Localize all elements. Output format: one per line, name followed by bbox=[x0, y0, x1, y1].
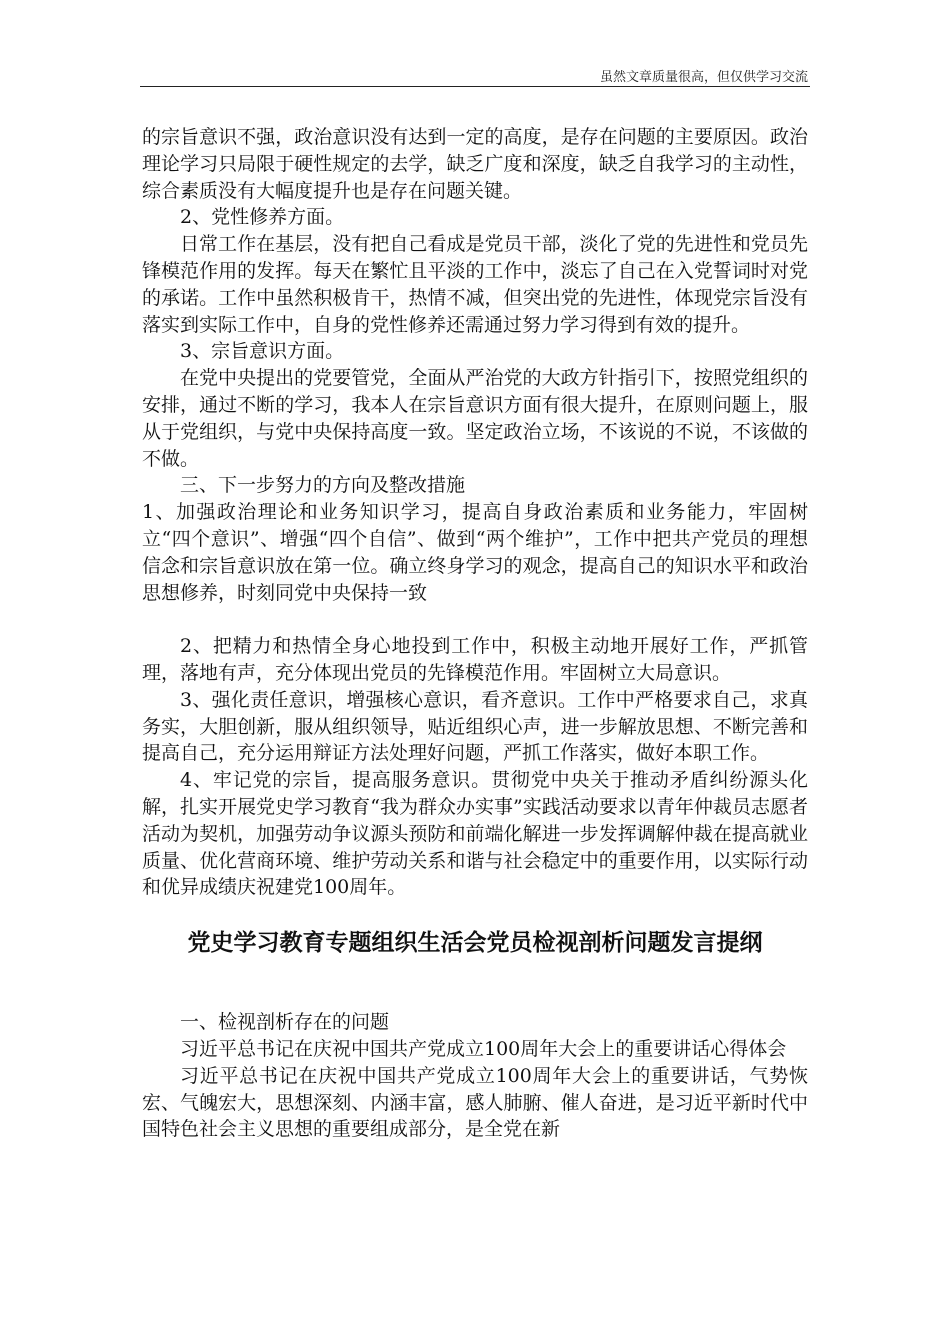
paragraph: 2、党性修养方面。 bbox=[180, 206, 345, 229]
paragraph: 1、加强政治理论和业务知识学习，提高自身政治素质和业务能力，牢固树立“四个意识”、增强“四个自信”、做到“两个维护”，工作中把共产党员的理想信念和宗旨意识放在第一位。确立终身学习的观念，提高自己的知识水平和政治思想修养，时刻同党中央保持一致 bbox=[142, 501, 808, 604]
paragraph: 三、下一步努力的方向及整改措施 bbox=[180, 474, 466, 497]
paragraph: 日常工作在基层，没有把自己看成是党员干部，淡化了党的先进性和党员先锋模范作用的发挥。每天在繁忙且平淡的工作中，淡忘了自己在入党誓词时对党的承诺。工作中虽然积极肯干，热情不减，但突出党的先进性，体现党宗旨没有落实到实际工作中，自身的党性修养还需通过努力学习得到有效的提升。 bbox=[142, 233, 808, 336]
header-divider bbox=[140, 86, 810, 87]
paragraph: 习近平总书记在庆祝中国共产党成立100周年大会上的重要讲话心得体会 bbox=[180, 1037, 787, 1060]
paragraph: 3、强化责任意识，增强核心意识，看齐意识。工作中严格要求自己，求真务实，大胆创新，服从组织领导，贴近组织心声，进一步解放思想、不断完善和提高自己，充分运用辩证方法处理好问题，严抓工作落实，做好本职工作。 bbox=[142, 688, 808, 765]
body-section-3 bbox=[142, 1009, 808, 1143]
paragraph: 的宗旨意识不强，政治意识没有达到一定的高度，是存在问题的主要原因。政治理论学习只局限于硬性规定的去学，缺乏广度和深度，缺乏自我学习的主动性，综合素质没有大幅度提升也是存在问题关键。 bbox=[142, 126, 808, 202]
document-body bbox=[142, 124, 808, 1143]
body-section-2 bbox=[142, 633, 808, 901]
blank-line bbox=[142, 963, 808, 1009]
header-note: 虽然文章质量很高，但仅供学习交流 bbox=[599, 70, 808, 85]
paragraph: 一、检视剖析存在的问题 bbox=[180, 1011, 390, 1034]
paragraph: 4、牢记党的宗旨，提高服务意识。贯彻党中央关于推动矛盾纠纷源头化解，扎实开展党史学习教育“我为群众办实事”实践活动要求以青年仲裁员志愿者活动为契机，加强劳动争议源头预防和前端化解进一步发挥调解仲裁在提高就业质量、优化营商环境、维护劳动关系和谐与社会稳定中的重要作用，以实际行动和优异成绩庆祝建党100周年。 bbox=[142, 769, 808, 899]
blank-line bbox=[142, 606, 808, 633]
paragraph: 在党中央提出的党要管党，全面从严治党的大政方针指引下，按照党组织的安排，通过不断的学习，我本人在宗旨意识方面有很大提升，在原则问题上，服从于党组织，与党中央保持高度一致。坚定政治立场，不该说的不说，不该做的不做。 bbox=[142, 367, 808, 470]
paragraph: 2、把精力和热情全身心地投到工作中，积极主动地开展好工作，严抓管理，落地有声，充分体现出党员的先锋模范作用。牢固树立大局意识。 bbox=[142, 635, 808, 684]
paragraph: 3、宗旨意识方面。 bbox=[180, 340, 345, 363]
section-title: 党史学习教育专题组织生活会党员检视剖析问题发言提纲 bbox=[187, 930, 763, 957]
body-section-1 bbox=[142, 124, 808, 606]
paragraph: 习近平总书记在庆祝中国共产党成立100周年大会上的重要讲话，气势恢宏、气魄宏大，思想深刻、内涵丰富，感人肺腑、催人奋进，是习近平新时代中国特色社会主义思想的重要组成部分，是全党在新 bbox=[142, 1064, 808, 1141]
